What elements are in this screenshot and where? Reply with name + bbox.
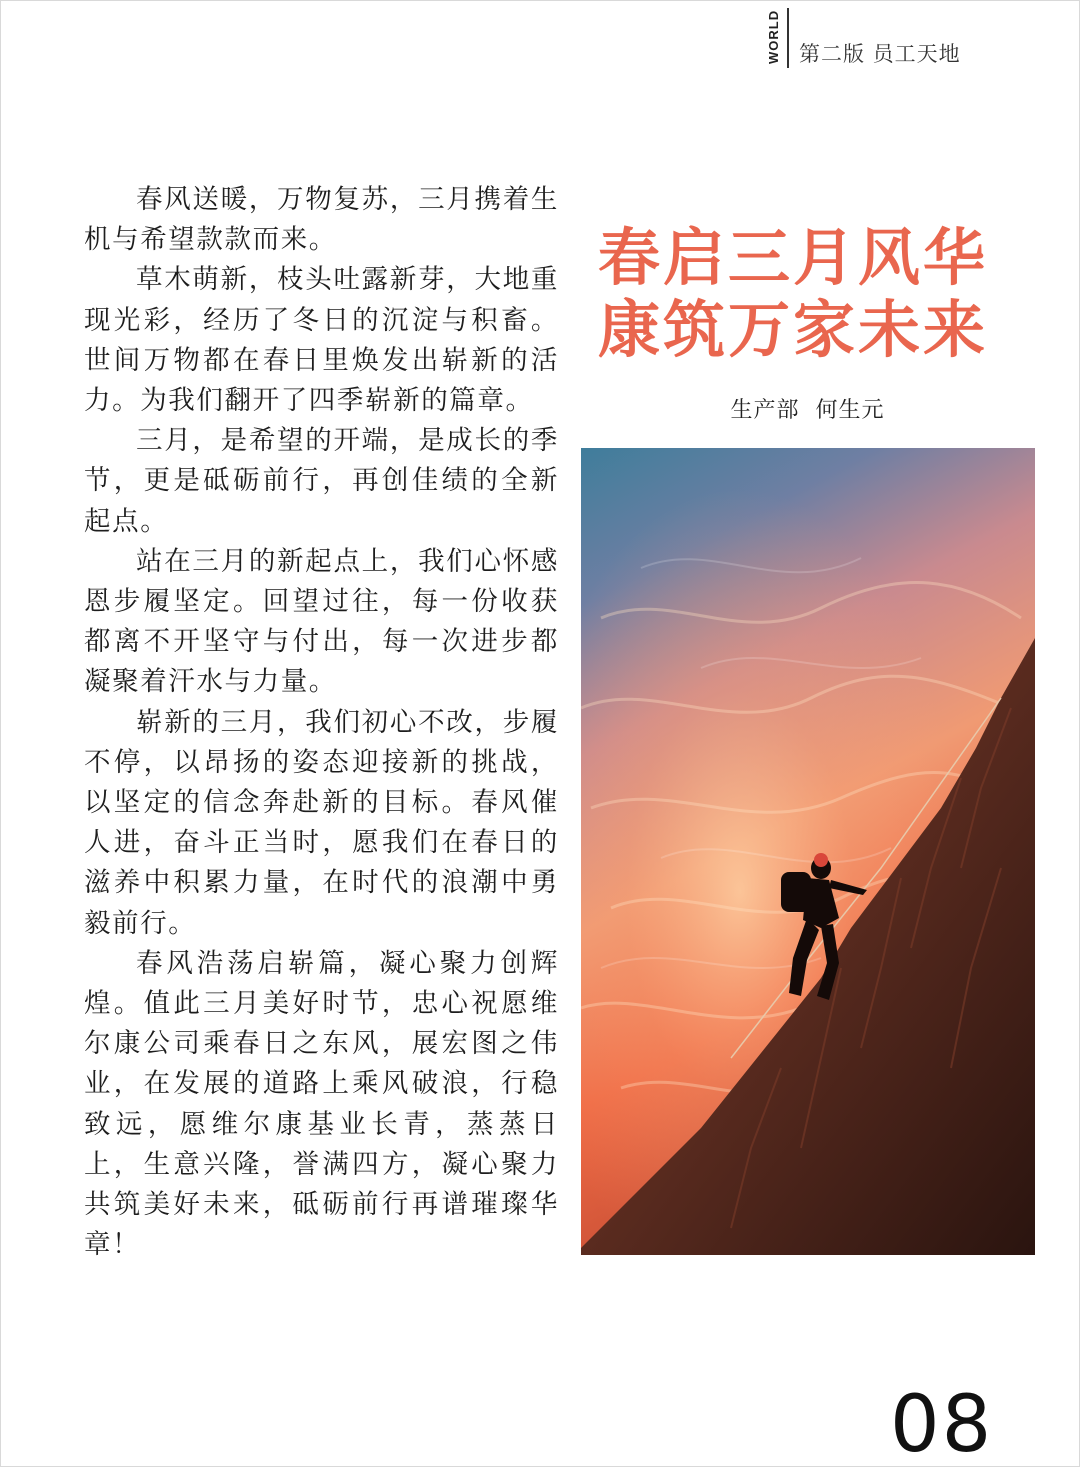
title-line-2: 康筑万家未来: [598, 293, 989, 366]
article-paragraph: 三月，是希望的开端，是成长的季节，更是砥砺前行，再创佳绩的全新起点。: [84, 425, 559, 537]
section-label: 第二版 员工天地: [799, 42, 961, 66]
article-paragraph: 春风送暖，万物复苏，三月携着生机与希望款款而来。: [84, 184, 559, 256]
brand-mark: WORLD: [766, 9, 781, 65]
article-body: [84, 180, 559, 1265]
article-paragraph: 草木萌新，枝头吐露新芽，大地重现光彩，经历了冬日的沉淀与积畜。世间万物都在春日里焕发出崭新的活力。为我们翻开了四季崭新的篇章。: [84, 264, 559, 417]
title-line-1: 春启三月风华: [598, 221, 989, 294]
byline: 生产部 何生元: [730, 398, 885, 423]
header-divider: [787, 8, 789, 68]
climber-photo: [581, 448, 1035, 1255]
page-header: [766, 8, 961, 70]
article-paragraph: 站在三月的新起点上，我们心怀感恩步履坚定。回望过往，每一份收获都离不开坚守与付出，每一次进步都凝聚着汗水与力量。: [84, 545, 559, 698]
article-paragraph: 春风浩荡启崭篇，凝心聚力创辉煌。值此三月美好时节，忠心祝愿维尔康公司乘春日之东风，展宏图之伟业，在发展的道路上乘风破浪，行稳致远，愿维尔康基业长青，蒸蒸日上，生意兴隆，誉满四方，凝心聚力共筑美好未来，砥砺前行再谱璀璨华章！: [84, 947, 559, 1261]
article-title: [598, 222, 1048, 366]
article-paragraph: 崭新的三月，我们初心不改，步履不停，以昂扬的姿态迎接新的挑战，以坚定的信念奔赴新的目标。春风催人进，奋斗正当时，愿我们在春日的滋养中积累力量，在时代的浪潮中勇毅前行。: [84, 706, 559, 939]
page-number: 08: [890, 1380, 994, 1470]
